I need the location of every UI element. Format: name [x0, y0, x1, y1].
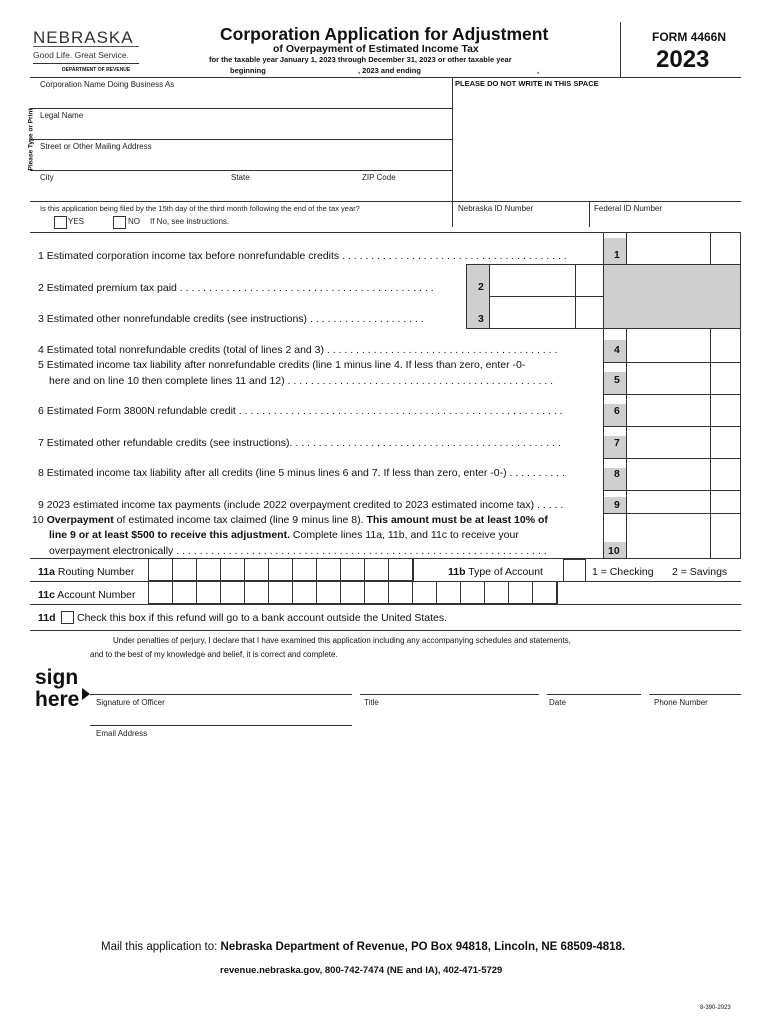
logo-dept: DEPARTMENT OF REVENUE	[62, 67, 131, 73]
date-label: Date	[549, 698, 566, 707]
line-5-num: 5	[614, 374, 620, 386]
account-type-box[interactable]	[563, 559, 586, 582]
corp-name-label: Corporation Name Doing Business As	[40, 80, 175, 89]
line-3: 3 Estimated other nonrefundable credits (see instructions) . . . . . . . . . . . . . . . . . . . .	[38, 313, 424, 325]
perjury-statement-2: and to the best of my knowledge and belief, it is correct and complete.	[90, 650, 338, 659]
line-2: 2 Estimated premium tax paid . . . . . . . . . . . . . . . . . . . . . . . . . . . . . . . . . . . . . . . . . . . .	[38, 282, 434, 294]
phone-line[interactable]	[649, 694, 741, 695]
line-9-num: 9	[614, 499, 620, 511]
city-label: City	[40, 173, 54, 182]
line-5b: here and on line 10 then complete lines 11 and 12) . . . . . . . . . . . . . . . . . . . . . . . . . . . . . . . . . . . . . . . . . . . . . .	[49, 375, 554, 387]
line-7-num: 7	[614, 437, 620, 449]
form-code: 8-390-2023	[700, 1005, 731, 1011]
line-10: 10 Overpayment of estimated income tax claimed (line 9 minus line 8). This amount must be at least 10% of	[32, 514, 548, 526]
no-label: NO	[128, 217, 140, 226]
line-1: 1 Estimated corporation income tax before nonrefundable credits . . . . . . . . . . . . . . . . . . . . . . . . . . . . . . . . . . . . . . .	[38, 250, 567, 262]
no-checkbox[interactable]	[113, 216, 126, 229]
foreign-account-checkbox[interactable]	[61, 611, 74, 624]
address-label: Street or Other Mailing Address	[40, 142, 152, 151]
routing-number-boxes[interactable]	[148, 558, 414, 581]
foreign-account-num: 11d	[38, 612, 56, 624]
line-6-num: 6	[614, 405, 620, 417]
line-5a: 5 Estimated income tax liability after nonrefundable credits (line 1 minus line 4. If less than zero, enter -0-	[38, 359, 526, 371]
line-7: 7 Estimated other refundable credits (see instructions). . . . . . . . . . . . . . . . . . . . . . . . . . . . . . . . . . . . . . . . . . . . . . .	[38, 437, 561, 449]
line-9: 9 2023 estimated income tax payments (include 2022 overpayment credited to 2023 estimated income tax) . . . . .	[38, 499, 564, 511]
if-no-note: If No, see instructions.	[150, 217, 230, 226]
line-8-num: 8	[614, 468, 620, 480]
signature-label: Signature of Officer	[96, 698, 165, 707]
form-year: 2023	[656, 46, 710, 73]
form-title: Corporation Application for Adjustment	[220, 24, 549, 44]
foreign-account-label: Check this box if this refund will go to a bank account outside the United States.	[77, 612, 448, 624]
sign-arrow-icon	[82, 688, 90, 700]
zip-label: ZIP Code	[362, 173, 396, 182]
form-subtitle: of Overpayment of Estimated Income Tax	[273, 43, 479, 55]
account-number-label: 11c Account Number	[38, 589, 136, 601]
phone-label: Phone Number	[654, 698, 708, 707]
contact-info: revenue.nebraska.gov, 800-742-7474 (NE and IA), 402-471-5729	[220, 965, 503, 976]
email-line[interactable]	[90, 725, 352, 726]
beginning-label: beginning	[230, 66, 266, 75]
email-label: Email Address	[96, 729, 148, 738]
line-10c: overpayment electronically . . . . . . . . . . . . . . . . . . . . . . . . . . . . . . . . . . . . . . . . . . . . . . . . . . . . . . . . . . . . . . . .	[49, 545, 547, 557]
line-6: 6 Estimated Form 3800N refundable credit . . . . . . . . . . . . . . . . . . . . . . . . . . . . . . . . . . . . . . . . . . . . . . . . . . . . . . . .	[38, 405, 563, 417]
legal-name-label: Legal Name	[40, 111, 84, 120]
state-label: State	[231, 173, 250, 182]
yes-label: YES	[68, 217, 85, 226]
federal-id-label: Federal ID Number	[594, 204, 663, 213]
ending-label: , 2023 and ending	[358, 66, 421, 75]
account-type-label: 11b Type of Account	[448, 566, 543, 578]
here-label: here	[35, 688, 80, 711]
signature-line[interactable]	[90, 694, 352, 695]
timely-question: Is this application being filed by the 15th day of the third month following the end of the tax year?	[40, 204, 360, 213]
checking-option: 1 = Checking	[592, 566, 654, 578]
nebraska-logo: NEBRASKA	[33, 28, 134, 47]
line-8: 8 Estimated income tax liability after all credits (line 5 minus lines 6 and 7. If less than zero, enter -0-) . . . . . . . . . .	[38, 467, 565, 479]
line-4-num: 4	[614, 344, 620, 356]
yes-checkbox[interactable]	[54, 216, 67, 229]
sign-label: sign	[35, 666, 79, 689]
type-or-print-label: Please Type or Print	[27, 108, 35, 171]
line-3-num: 3	[478, 313, 484, 325]
line-10b: line 9 or at least $500 to receive this adjustment. Complete lines 11a, 11b, and 11c to receive your	[49, 529, 519, 541]
line-10-num: 10	[608, 545, 620, 557]
account-number-boxes[interactable]	[148, 581, 558, 604]
date-line[interactable]	[547, 694, 641, 695]
line-4: 4 Estimated total nonrefundable credits (total of lines 2 and 3) . . . . . . . . . . . . . . . . . . . . . . . . . . . . . . . . . . . . . . . .	[38, 344, 558, 356]
line-1-num: 1	[614, 249, 620, 261]
form-number: FORM 4466N	[652, 30, 727, 44]
title-label: Title	[364, 698, 379, 707]
perjury-statement-1: Under penalties of perjury, I declare that I have examined this application including any accompanying schedules and statements,	[113, 636, 571, 645]
mailing-instructions: Mail this application to: Nebraska Department of Revenue, PO Box 94818, Lincoln, NE 68509-4818.	[101, 941, 626, 953]
line-2-num: 2	[478, 281, 484, 293]
ending-comma: ,	[537, 66, 540, 75]
savings-option: 2 = Savings	[672, 566, 728, 578]
logo-tagline: Good Life. Great Service.	[33, 50, 129, 60]
nebraska-id-label: Nebraska ID Number	[458, 204, 534, 213]
logo-swoosh	[33, 46, 139, 47]
routing-label: 11a Routing Number	[38, 566, 135, 578]
do-not-write-label: PLEASE DO NOT WRITE IN THIS SPACE	[455, 79, 599, 88]
taxyear-line: for the taxable year January 1, 2023 through December 31, 2023 or other taxable year	[209, 55, 512, 64]
title-line[interactable]	[360, 694, 539, 695]
